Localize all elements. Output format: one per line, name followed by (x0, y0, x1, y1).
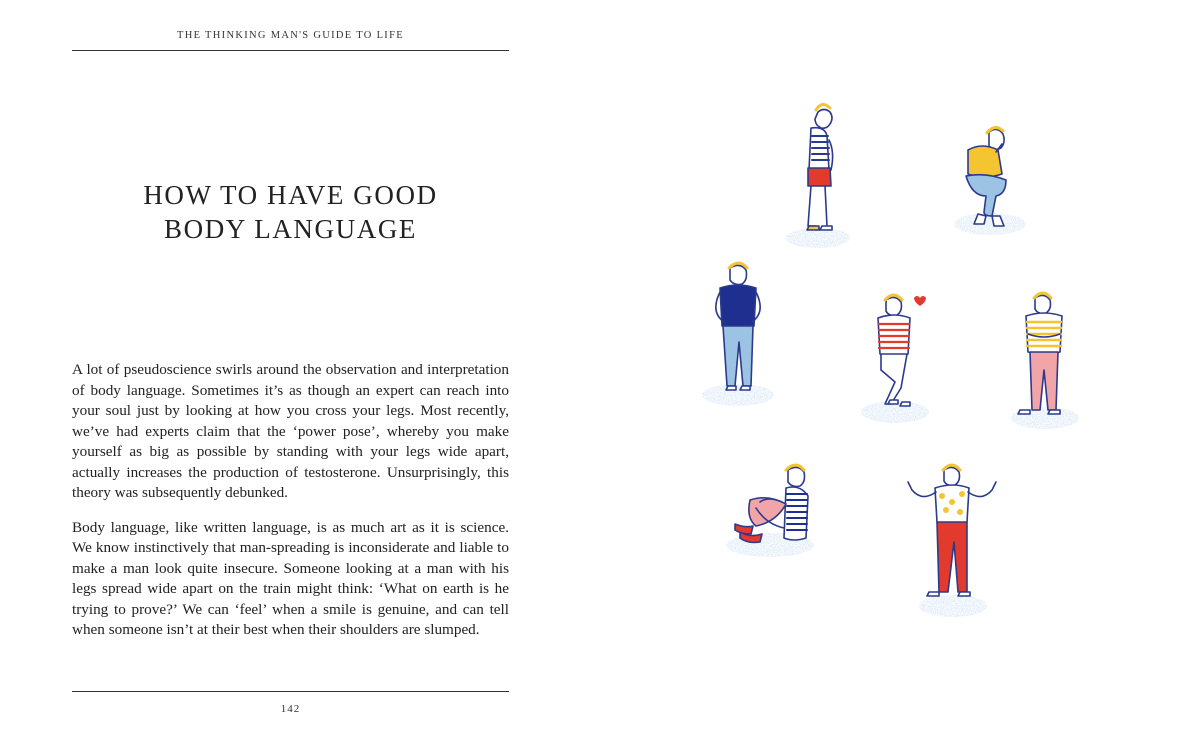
chapter-title (72, 178, 509, 246)
figure-sitting-hugging-knees (726, 465, 814, 557)
left-page (0, 0, 590, 747)
right-page (590, 0, 1181, 747)
page-number: 142 (280, 703, 301, 715)
chapter-title-line-1: HOW TO HAVE GOOD (143, 180, 438, 210)
figure-arms-crossed (1011, 293, 1079, 429)
footer-rule (72, 691, 509, 692)
figure-standing-profile (786, 104, 850, 248)
figure-shrugging (908, 465, 996, 617)
figure-crossed-legs-heart (861, 295, 929, 423)
running-head: THE THINKING MAN'S GUIDE TO LIFE (177, 30, 404, 41)
chapter-title-line-2: BODY LANGUAGE (163, 214, 418, 244)
figure-hands-on-hips (702, 263, 774, 406)
paragraph-1: A lot of pseudoscience swirls around the observation and interpretation of body language. Sometimes it’s as though an expert can reach into your soul just by looking at how you cross your legs. Most recently, we’ve had experts claim that the ‘power pose’, whereby you make yourself as big as possible by standing with your legs wide apart, actually increases the production of testosterone. Unsurprisingly, this theory was subsequently debunked. (72, 361, 509, 501)
figure-sitting-head-in-hand (954, 127, 1026, 235)
body-language-illustration (590, 0, 1181, 747)
paragraph-2: Body language, like written language, is as much art as it is science. We know instinctively that man-spreading is inconsiderate and liable to make a man look quite insecure. Someone looking at a man with his legs spread wide apart on the train might think: ‘What on earth is he trying to prove?’ We can ‘feel’ when a smile is genuine, and can tell when someone isn’t at their best when their shoulders are slumped. (72, 518, 509, 638)
header-rule (72, 50, 509, 51)
body-text (72, 360, 509, 655)
